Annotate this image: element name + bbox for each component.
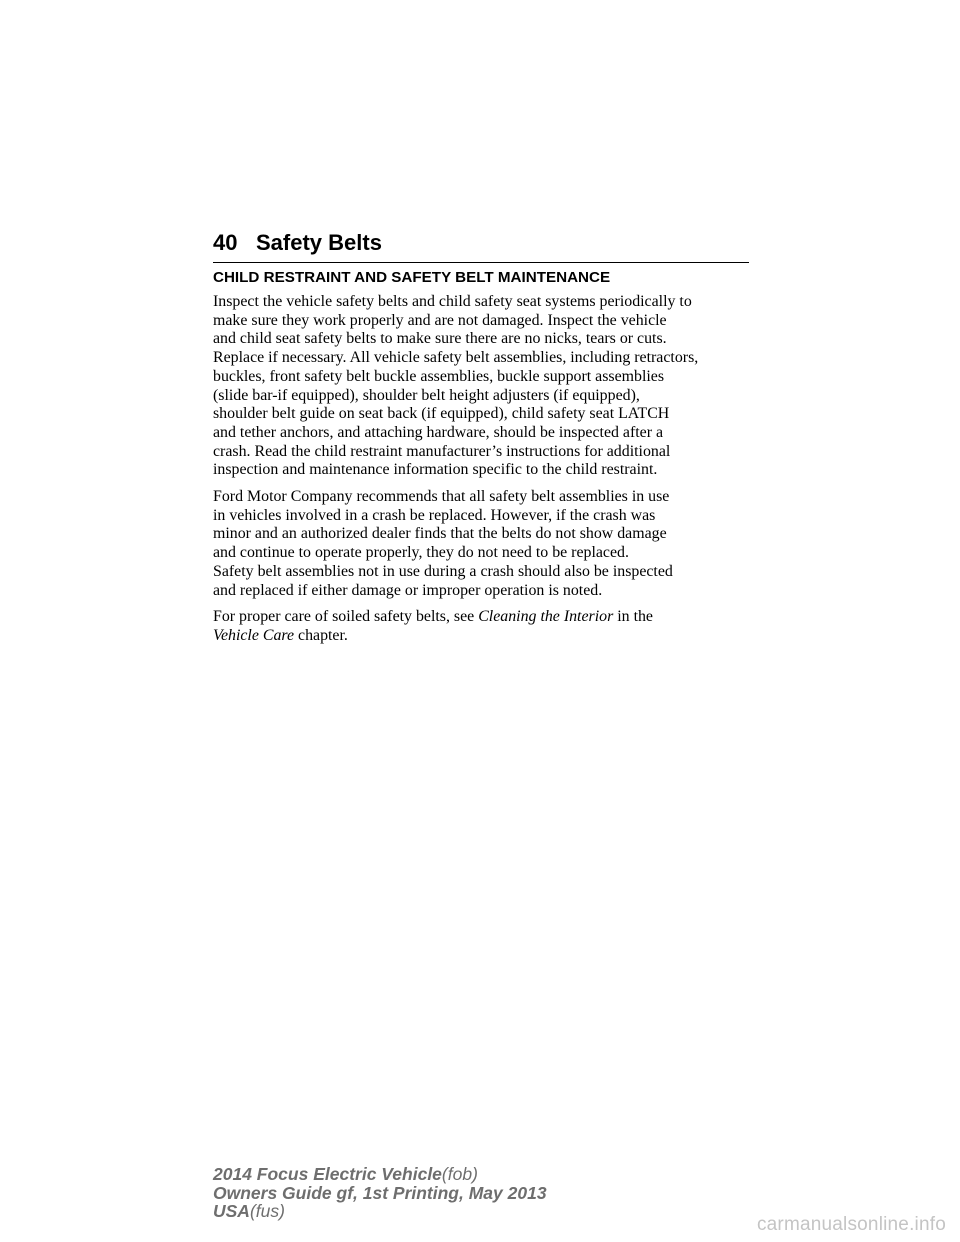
text-line: and continue to operate properly, they do not need to be replaced. [213, 544, 629, 562]
footer-line-market [213, 1202, 547, 1221]
text-line: buckles, front safety belt buckle assemblies, buckle support assemblies [213, 367, 665, 385]
text-line: crash. Read the child restraint manufacturer’s instructions for additional [213, 442, 671, 460]
text-line: shoulder belt guide on seat back (if equipped), child safety seat LATCH [213, 405, 670, 423]
text-line: in vehicles involved in a crash be replaced. However, if the crash was [213, 506, 656, 524]
text-line: and child seat safety belts to make sure there are no nicks, tears or cuts. [213, 330, 667, 348]
page-header [213, 228, 749, 263]
care-text-3: chapter. [294, 626, 348, 644]
text-line [213, 627, 758, 646]
text-line [213, 608, 758, 627]
watermark: carmanualsonline.info [756, 1214, 946, 1235]
print-footer [213, 1165, 547, 1221]
care-text-2: in the [613, 608, 653, 626]
care-text-1: For proper care of soiled safety belts, see [213, 608, 479, 626]
footer-line-printing [213, 1184, 547, 1203]
paragraph-inspection [213, 293, 758, 480]
footer-vehicle-name: 2014 Focus Electric Vehicle [213, 1164, 442, 1184]
text-line: Inspect the vehicle safety belts and child safety seat systems periodically to [213, 293, 692, 310]
footer-market: USA [213, 1201, 250, 1221]
footer-market-code: (fus) [249, 1201, 285, 1221]
footer-line-vehicle [213, 1165, 547, 1184]
cross-reference-cleaning-interior[interactable]: Cleaning the Interior [478, 608, 614, 626]
text-line: Ford Motor Company recommends that all safety belt assemblies in use [213, 488, 670, 506]
paragraph-care [213, 608, 758, 645]
text-line: (slide bar-if equipped), shoulder belt height adjusters (if equipped), [213, 386, 640, 404]
text-line: make sure they work properly and are not damaged. Inspect the vehicle [213, 311, 667, 329]
footer-vehicle-code: (fob) [441, 1164, 478, 1184]
text-line: Safety belt assemblies not in use during a crash should also be inspected [213, 562, 673, 580]
text-line: minor and an authorized dealer finds that the belts do not show damage [213, 525, 667, 543]
cross-reference-vehicle-care[interactable]: Vehicle Care [213, 626, 295, 644]
text-line: and tether anchors, and attaching hardware, should be inspected after a [213, 423, 664, 441]
section-heading: CHILD RESTRAINT AND SAFETY BELT MAINTENANCE [213, 269, 611, 286]
text-line: and replaced if either damage or improper operation is noted. [213, 581, 603, 599]
chapter-title: Safety Belts [256, 230, 382, 255]
page-content [213, 268, 758, 654]
paragraph-replacement [213, 488, 758, 600]
page-number: 40 [213, 230, 238, 255]
footer-printing: Owners Guide gf, 1st Printing, May 2013 [213, 1182, 547, 1203]
text-line: inspection and maintenance information specific to the child restraint. [213, 461, 658, 479]
text-line: Replace if necessary. All vehicle safety belt assemblies, including retractors, [213, 349, 699, 367]
